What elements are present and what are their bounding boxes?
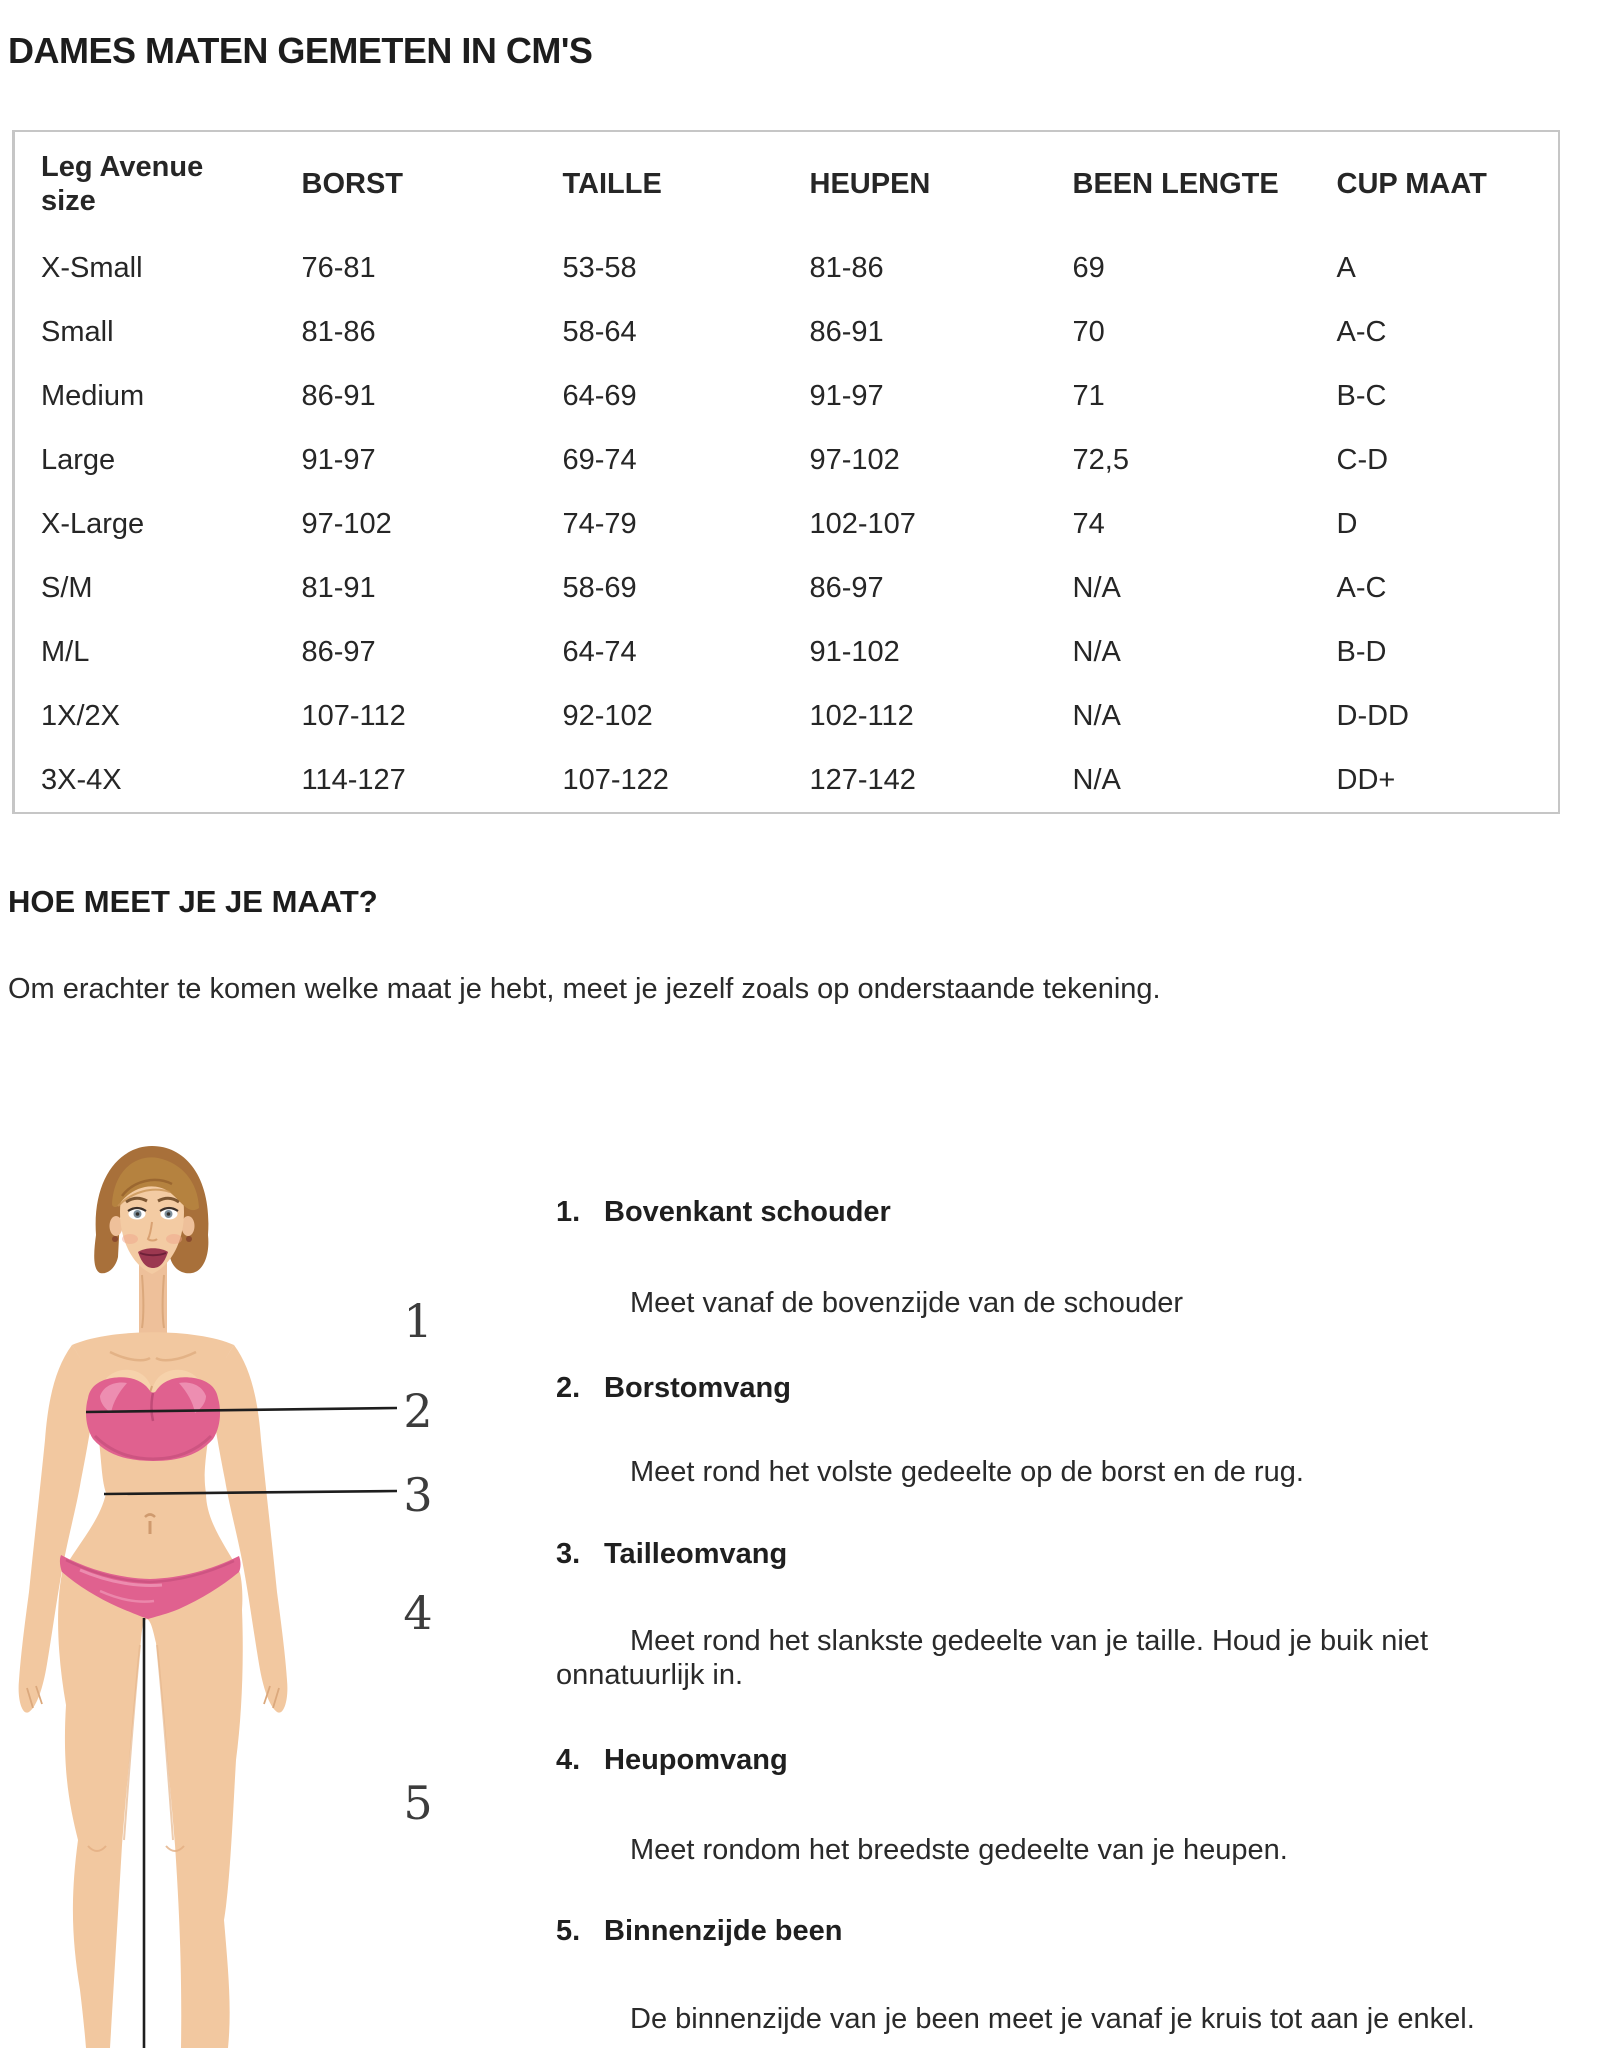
cell-been: 74 — [1072, 507, 1105, 540]
table-row — [14, 364, 1559, 428]
measuring-figure-illustration — [0, 1140, 560, 2048]
table-row — [14, 428, 1559, 492]
table-row — [14, 748, 1559, 813]
cell-been: 72,5 — [1072, 443, 1129, 476]
cell-taille: 64-69 — [562, 379, 637, 412]
figure-label-2: 2 — [403, 1384, 433, 1438]
col-header-heupen: HEUPEN — [809, 168, 931, 200]
instruction-desc-4: Meet rondom het breedste gedeelte van je heupen. — [630, 1834, 1288, 1866]
intro-paragraph: Om erachter te komen welke maat je hebt, meet je jezelf zoals op onderstaande tekening. — [8, 973, 1161, 1005]
cell-heupen: 91-102 — [809, 635, 900, 668]
figure-label-4: 4 — [403, 1586, 433, 1640]
cell-cup: C-D — [1336, 443, 1389, 476]
cell-been: N/A — [1072, 635, 1121, 668]
cell-cup: B-D — [1336, 635, 1387, 668]
cell-heupen: 86-97 — [809, 571, 884, 604]
instruction-title-5 — [556, 1915, 842, 1948]
cell-cup: A-C — [1336, 315, 1387, 348]
cell-taille: 69-74 — [562, 443, 637, 476]
table-row — [14, 300, 1559, 364]
instruction-number: 4. — [556, 1744, 581, 1776]
cell-size: X-Large — [41, 507, 145, 540]
cell-size: M/L — [41, 635, 90, 668]
cell-taille: 58-64 — [562, 315, 637, 348]
cell-borst: 86-91 — [301, 379, 376, 412]
cell-borst: 86-97 — [301, 635, 376, 668]
cell-been: 70 — [1072, 315, 1105, 348]
cell-taille: 64-74 — [562, 635, 637, 668]
instruction-title-text: Borstomvang — [604, 1372, 791, 1404]
figure-label-3: 3 — [403, 1468, 433, 1522]
table-row — [14, 556, 1559, 620]
col-header-borst: BORST — [301, 168, 403, 200]
cell-heupen: 81-86 — [809, 251, 884, 284]
instruction-title-text: Bovenkant schouder — [604, 1196, 891, 1228]
cell-heupen: 102-107 — [809, 507, 916, 540]
cell-borst: 97-102 — [301, 507, 392, 540]
cell-size: Medium — [41, 379, 145, 412]
cell-size: 3X-4X — [41, 763, 122, 796]
cell-size: X-Small — [41, 251, 143, 284]
figure-label-1: 1 — [403, 1294, 433, 1348]
cell-taille: 53-58 — [562, 251, 637, 284]
cell-heupen: 127-142 — [809, 763, 916, 796]
instruction-title-text: Binnenzijde been — [604, 1915, 843, 1947]
instruction-title-text: Tailleomvang — [604, 1538, 788, 1570]
figure-label-5: 5 — [403, 1776, 433, 1830]
table-row — [14, 620, 1559, 684]
cell-cup: DD+ — [1336, 763, 1396, 796]
cell-taille: 107-122 — [562, 763, 669, 796]
table-row — [14, 492, 1559, 556]
size-table — [12, 130, 1560, 814]
table-row — [14, 684, 1559, 748]
table-row — [14, 236, 1559, 300]
instruction-desc-2: Meet rond het volste gedeelte op de borst en de rug. — [630, 1456, 1304, 1488]
col-header-cup-maat: CUP MAAT — [1336, 168, 1487, 200]
instruction-number: 2. — [556, 1372, 581, 1404]
cell-size: 1X/2X — [41, 699, 120, 732]
cell-been: 69 — [1072, 251, 1105, 284]
instruction-desc-1: Meet vanaf de bovenzijde van de schouder — [630, 1287, 1183, 1319]
cell-borst: 107-112 — [301, 699, 406, 732]
size-table-header — [14, 131, 1559, 236]
cell-heupen: 97-102 — [809, 443, 900, 476]
cell-borst: 81-91 — [301, 571, 376, 604]
cell-been: N/A — [1072, 763, 1121, 796]
cell-been: 71 — [1072, 379, 1105, 412]
cell-size: S/M — [41, 571, 93, 604]
right-earring — [186, 1236, 192, 1242]
cell-borst: 91-97 — [301, 443, 376, 476]
cell-borst: 114-127 — [301, 763, 406, 796]
cell-borst: 76-81 — [301, 251, 376, 284]
cell-cup: B-C — [1336, 379, 1387, 412]
cell-taille: 58-69 — [562, 571, 637, 604]
cell-cup: D — [1336, 507, 1358, 540]
page-title: DAMES MATEN GEMETEN IN CM'S — [8, 30, 593, 72]
cell-been: N/A — [1072, 699, 1121, 732]
cell-size: Small — [41, 315, 114, 348]
instruction-title-4 — [556, 1744, 788, 1777]
instruction-desc-5: De binnenzijde van je been meet je vanaf je kruis tot aan je enkel. — [630, 2003, 1475, 2035]
instruction-title-2 — [556, 1372, 791, 1405]
cell-taille: 74-79 — [562, 507, 637, 540]
cell-been: N/A — [1072, 571, 1121, 604]
cell-heupen: 86-91 — [809, 315, 884, 348]
size-table-body — [14, 236, 1559, 813]
instruction-title-text: Heupomvang — [604, 1744, 788, 1776]
col-header-taille: TAILLE — [562, 168, 662, 200]
instruction-number: 5. — [556, 1915, 581, 1947]
instruction-number: 1. — [556, 1196, 581, 1228]
table-header-row — [14, 131, 1559, 236]
instruction-number: 3. — [556, 1538, 581, 1570]
col-header-size: Leg Avenue size — [41, 151, 204, 217]
cell-cup: A-C — [1336, 571, 1387, 604]
cell-cup: D-DD — [1336, 699, 1409, 732]
cell-borst: 81-86 — [301, 315, 376, 348]
instruction-title-1 — [556, 1196, 891, 1229]
cell-cup: A — [1336, 251, 1356, 284]
col-header-been-lengte: BEEN LENGTE — [1072, 168, 1279, 200]
left-earring — [112, 1236, 118, 1242]
cell-heupen: 91-97 — [809, 379, 884, 412]
section-heading: HOE MEET JE JE MAAT? — [8, 883, 378, 919]
cell-size: Large — [41, 443, 116, 476]
cell-heupen: 102-112 — [809, 699, 914, 732]
instruction-title-3 — [556, 1538, 787, 1571]
instruction-desc-3: Meet rond het slankste gedeelte van je taille. Houd je buik niet onnatuurlijk in. — [556, 1625, 1428, 1691]
cell-taille: 92-102 — [562, 699, 653, 732]
